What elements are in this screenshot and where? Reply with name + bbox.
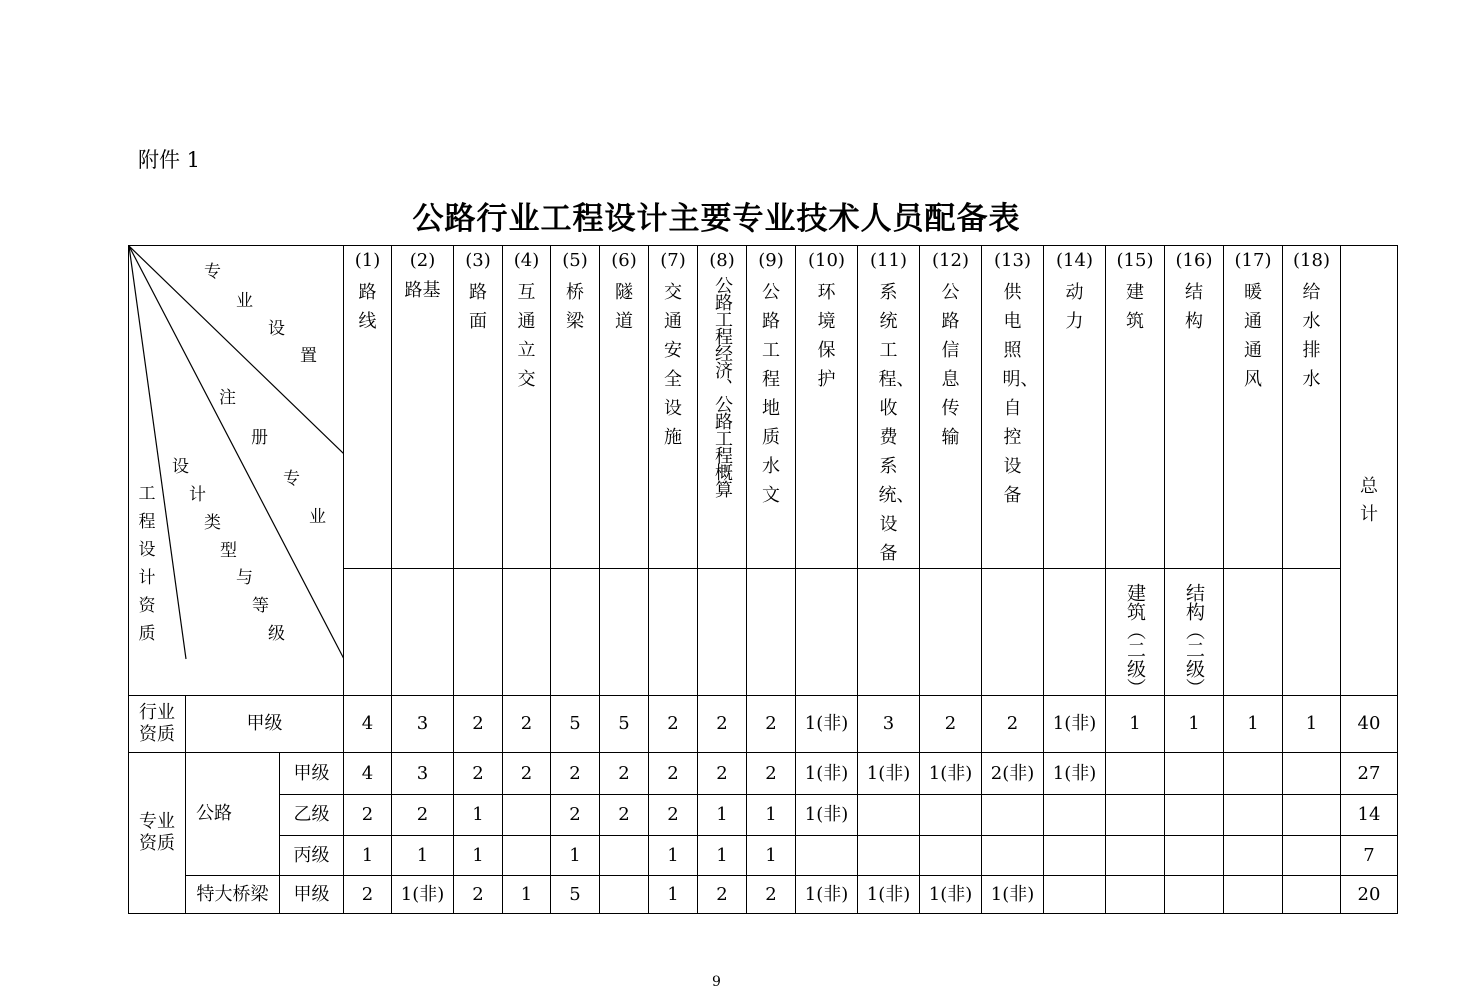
column-subheader-12 (920, 569, 982, 696)
corner-char: 型 (220, 541, 237, 561)
column-number: (5) (562, 250, 588, 271)
value-cell: 1 (344, 836, 392, 876)
column-label: 桥梁 (566, 282, 584, 332)
column-number: (10) (808, 250, 845, 271)
value-cell (1283, 876, 1341, 914)
column-subheader-11 (858, 569, 920, 696)
column-number: (2) (409, 250, 436, 271)
corner-char: 设 (268, 319, 285, 339)
value-cell: 1 (747, 795, 796, 836)
value-cell: 1 (747, 836, 796, 876)
page-number: 9 (712, 974, 721, 990)
column-label: 路面 (469, 282, 487, 332)
column-header-18 (1283, 246, 1341, 569)
column-header-17 (1224, 246, 1283, 569)
column-label: 系统工程、收费系统、设备 (878, 282, 915, 564)
value-cell: 1(非) (796, 696, 858, 753)
value-cell (1165, 795, 1224, 836)
value-cell: 1(非) (858, 876, 920, 914)
column-label: 建筑 (1126, 282, 1144, 332)
grade-cell: 甲级 (280, 753, 344, 795)
corner-char: 业 (309, 507, 326, 527)
column-number: (16) (1175, 250, 1213, 271)
corner-left-label: 工程设计资质 (138, 484, 156, 644)
industry-grade: 甲级 (186, 696, 344, 753)
professional-category: 专业资质 (129, 753, 186, 914)
value-cell (1283, 836, 1341, 876)
column-header-15 (1106, 246, 1165, 569)
column-header-14 (1044, 246, 1106, 569)
total-cell: 27 (1341, 753, 1398, 795)
corner-char: 专 (283, 469, 300, 489)
value-cell (858, 795, 920, 836)
column-subheader-13 (982, 569, 1044, 696)
column-subheader-3 (454, 569, 503, 696)
value-cell (1044, 795, 1106, 836)
value-cell (1106, 836, 1165, 876)
value-cell: 2 (698, 876, 747, 914)
column-header-5 (551, 246, 600, 569)
total-cell: 7 (1341, 836, 1398, 876)
value-cell: 2 (503, 696, 551, 753)
value-cell: 1(非) (796, 753, 858, 795)
column-header-11 (858, 246, 920, 569)
column-label: 交通安全设施 (664, 282, 682, 448)
corner-char: 业 (236, 291, 253, 311)
total-cell: 14 (1341, 795, 1398, 836)
value-cell: 2 (454, 696, 503, 753)
value-cell: 3 (392, 696, 454, 753)
value-cell: 4 (344, 696, 392, 753)
value-cell (1165, 753, 1224, 795)
corner-char: 等 (252, 596, 269, 616)
value-cell: 2 (982, 696, 1044, 753)
column-header-13 (982, 246, 1044, 569)
column-label: 供电照明、自控设备 (1002, 282, 1039, 506)
value-cell: 4 (344, 753, 392, 795)
value-cell: 2 (698, 753, 747, 795)
value-cell: 1 (454, 795, 503, 836)
value-cell: 1 (1283, 696, 1341, 753)
corner-char: 专 (204, 262, 221, 282)
column-header-12 (920, 246, 982, 569)
value-cell: 2 (649, 795, 698, 836)
column-label: 公路工程经济、公路工程概算 (712, 276, 733, 497)
column-header-10 (796, 246, 858, 569)
value-cell (1106, 795, 1165, 836)
value-cell: 2 (600, 753, 649, 795)
column-label: 结构 (1185, 282, 1203, 332)
column-label: 动力 (1065, 282, 1084, 332)
column-header-4 (503, 246, 551, 569)
column-label: 环境保护 (817, 282, 836, 390)
column-subheader-4 (503, 569, 551, 696)
column-subheader-14 (1044, 569, 1106, 696)
column-number: (15) (1116, 250, 1154, 271)
value-cell (1165, 876, 1224, 914)
corner-char: 计 (189, 485, 206, 505)
column-header-6 (600, 246, 649, 569)
value-cell (1044, 876, 1106, 914)
value-cell (1044, 836, 1106, 876)
column-label: 隧道 (615, 282, 633, 332)
grade-cell: 丙级 (280, 836, 344, 876)
value-cell: 1 (649, 836, 698, 876)
value-cell: 1 (1224, 696, 1283, 753)
value-cell (600, 836, 649, 876)
value-cell: 1 (698, 836, 747, 876)
value-cell (1165, 836, 1224, 876)
value-cell (920, 836, 982, 876)
value-cell: 2 (344, 876, 392, 914)
corner-char: 级 (268, 624, 285, 644)
value-cell (503, 795, 551, 836)
industry-category: 行业资质 (129, 696, 186, 753)
value-cell: 1 (503, 876, 551, 914)
page-title: 公路行业工程设计主要专业技术人员配备表 (412, 201, 1021, 237)
value-cell: 3 (858, 696, 920, 753)
value-cell: 1 (698, 795, 747, 836)
corner-char: 与 (236, 568, 253, 588)
total-header (1341, 246, 1398, 696)
attachment-label: 附件 1 (138, 148, 201, 172)
value-cell: 1 (649, 876, 698, 914)
value-cell (920, 795, 982, 836)
staffing-table (128, 245, 1398, 914)
value-cell: 2 (920, 696, 982, 753)
column-header-9 (747, 246, 796, 569)
value-cell (1224, 795, 1283, 836)
column-header-8 (698, 246, 747, 569)
column-header-2 (392, 246, 454, 569)
value-cell (503, 836, 551, 876)
value-cell: 1 (392, 836, 454, 876)
value-cell: 3 (392, 753, 454, 795)
value-cell (1224, 836, 1283, 876)
value-cell: 1(非) (858, 753, 920, 795)
value-cell: 2 (747, 753, 796, 795)
column-number: (18) (1293, 250, 1330, 271)
column-number: (4) (513, 250, 540, 271)
column-subheader-9 (747, 569, 796, 696)
column-subheader-16 (1165, 569, 1224, 696)
column-number: (11) (870, 250, 907, 271)
value-cell: 2 (551, 753, 600, 795)
value-cell: 1(非) (920, 753, 982, 795)
value-cell: 2 (551, 795, 600, 836)
value-cell (982, 836, 1044, 876)
value-cell: 2 (454, 753, 503, 795)
column-label: 公路信息传输 (941, 282, 960, 448)
corner-char: 册 (251, 428, 268, 448)
column-header-16 (1165, 246, 1224, 569)
value-cell: 2 (649, 696, 698, 753)
value-cell (1224, 753, 1283, 795)
value-cell (796, 836, 858, 876)
column-label: 公路工程地质水文 (762, 282, 780, 506)
total-cell: 20 (1341, 876, 1398, 914)
column-label: 暖通通风 (1244, 282, 1262, 390)
column-header-7 (649, 246, 698, 569)
value-cell (1224, 876, 1283, 914)
column-number: (9) (758, 250, 784, 271)
road-label: 公路 (186, 753, 280, 876)
value-cell: 2 (747, 696, 796, 753)
column-subheader-6 (600, 569, 649, 696)
column-number: (3) (465, 250, 491, 271)
column-number: (6) (611, 250, 637, 271)
column-number: (14) (1056, 250, 1093, 271)
value-cell (600, 876, 649, 914)
corner-char: 类 (204, 513, 221, 533)
column-subheader-7 (649, 569, 698, 696)
column-number: (17) (1234, 250, 1272, 271)
value-cell: 1 (454, 836, 503, 876)
value-cell: 2 (747, 876, 796, 914)
value-cell (1106, 876, 1165, 914)
subheader-label: 建筑（二级） (1124, 583, 1146, 697)
column-label: 给水排水 (1302, 282, 1321, 390)
corner-header-cell (129, 246, 344, 696)
column-subheader-18 (1283, 569, 1341, 696)
value-cell: 2 (454, 876, 503, 914)
value-cell: 5 (600, 696, 649, 753)
value-cell: 1 (1106, 696, 1165, 753)
value-cell: 1(非) (392, 876, 454, 914)
corner-char: 注 (219, 388, 236, 408)
column-number: (12) (932, 250, 969, 271)
value-cell: 2(非) (982, 753, 1044, 795)
value-cell: 2 (344, 795, 392, 836)
value-cell: 1(非) (796, 876, 858, 914)
column-header-3 (454, 246, 503, 569)
value-cell (982, 795, 1044, 836)
column-subheader-8 (698, 569, 747, 696)
value-cell: 1(非) (1044, 696, 1106, 753)
grade-cell: 乙级 (280, 795, 344, 836)
column-number: (8) (709, 250, 735, 271)
column-subheader-5 (551, 569, 600, 696)
subheader-label: 结构（二级） (1183, 583, 1205, 697)
column-number: (13) (994, 250, 1031, 271)
column-number: (1) (354, 250, 381, 271)
value-cell (1106, 753, 1165, 795)
value-cell: 2 (698, 696, 747, 753)
value-cell: 2 (600, 795, 649, 836)
value-cell: 2 (392, 795, 454, 836)
column-label: 路线 (358, 282, 377, 332)
value-cell: 1(非) (920, 876, 982, 914)
value-cell: 1 (551, 836, 600, 876)
grade-cell: 甲级 (280, 876, 344, 914)
column-subheader-1 (344, 569, 392, 696)
column-label: 路基 (404, 280, 441, 301)
corner-char: 设 (172, 457, 189, 477)
value-cell: 1(非) (982, 876, 1044, 914)
value-cell: 1 (1165, 696, 1224, 753)
column-subheader-15 (1106, 569, 1165, 696)
value-cell: 1(非) (1044, 753, 1106, 795)
value-cell: 2 (503, 753, 551, 795)
value-cell (858, 836, 920, 876)
column-number: (7) (660, 250, 686, 271)
value-cell: 2 (649, 753, 698, 795)
total-label: 总计 (1360, 475, 1378, 525)
column-header-1 (344, 246, 392, 569)
value-cell (1283, 753, 1341, 795)
value-cell (1283, 795, 1341, 836)
value-cell: 5 (551, 696, 600, 753)
column-subheader-17 (1224, 569, 1283, 696)
total-cell: 40 (1341, 696, 1398, 753)
value-cell: 1(非) (796, 795, 858, 836)
column-subheader-10 (796, 569, 858, 696)
column-subheader-2 (392, 569, 454, 696)
column-label: 互通立交 (517, 282, 536, 390)
bridge-label: 特大桥梁 (186, 876, 280, 914)
corner-char: 置 (300, 346, 317, 366)
value-cell: 5 (551, 876, 600, 914)
